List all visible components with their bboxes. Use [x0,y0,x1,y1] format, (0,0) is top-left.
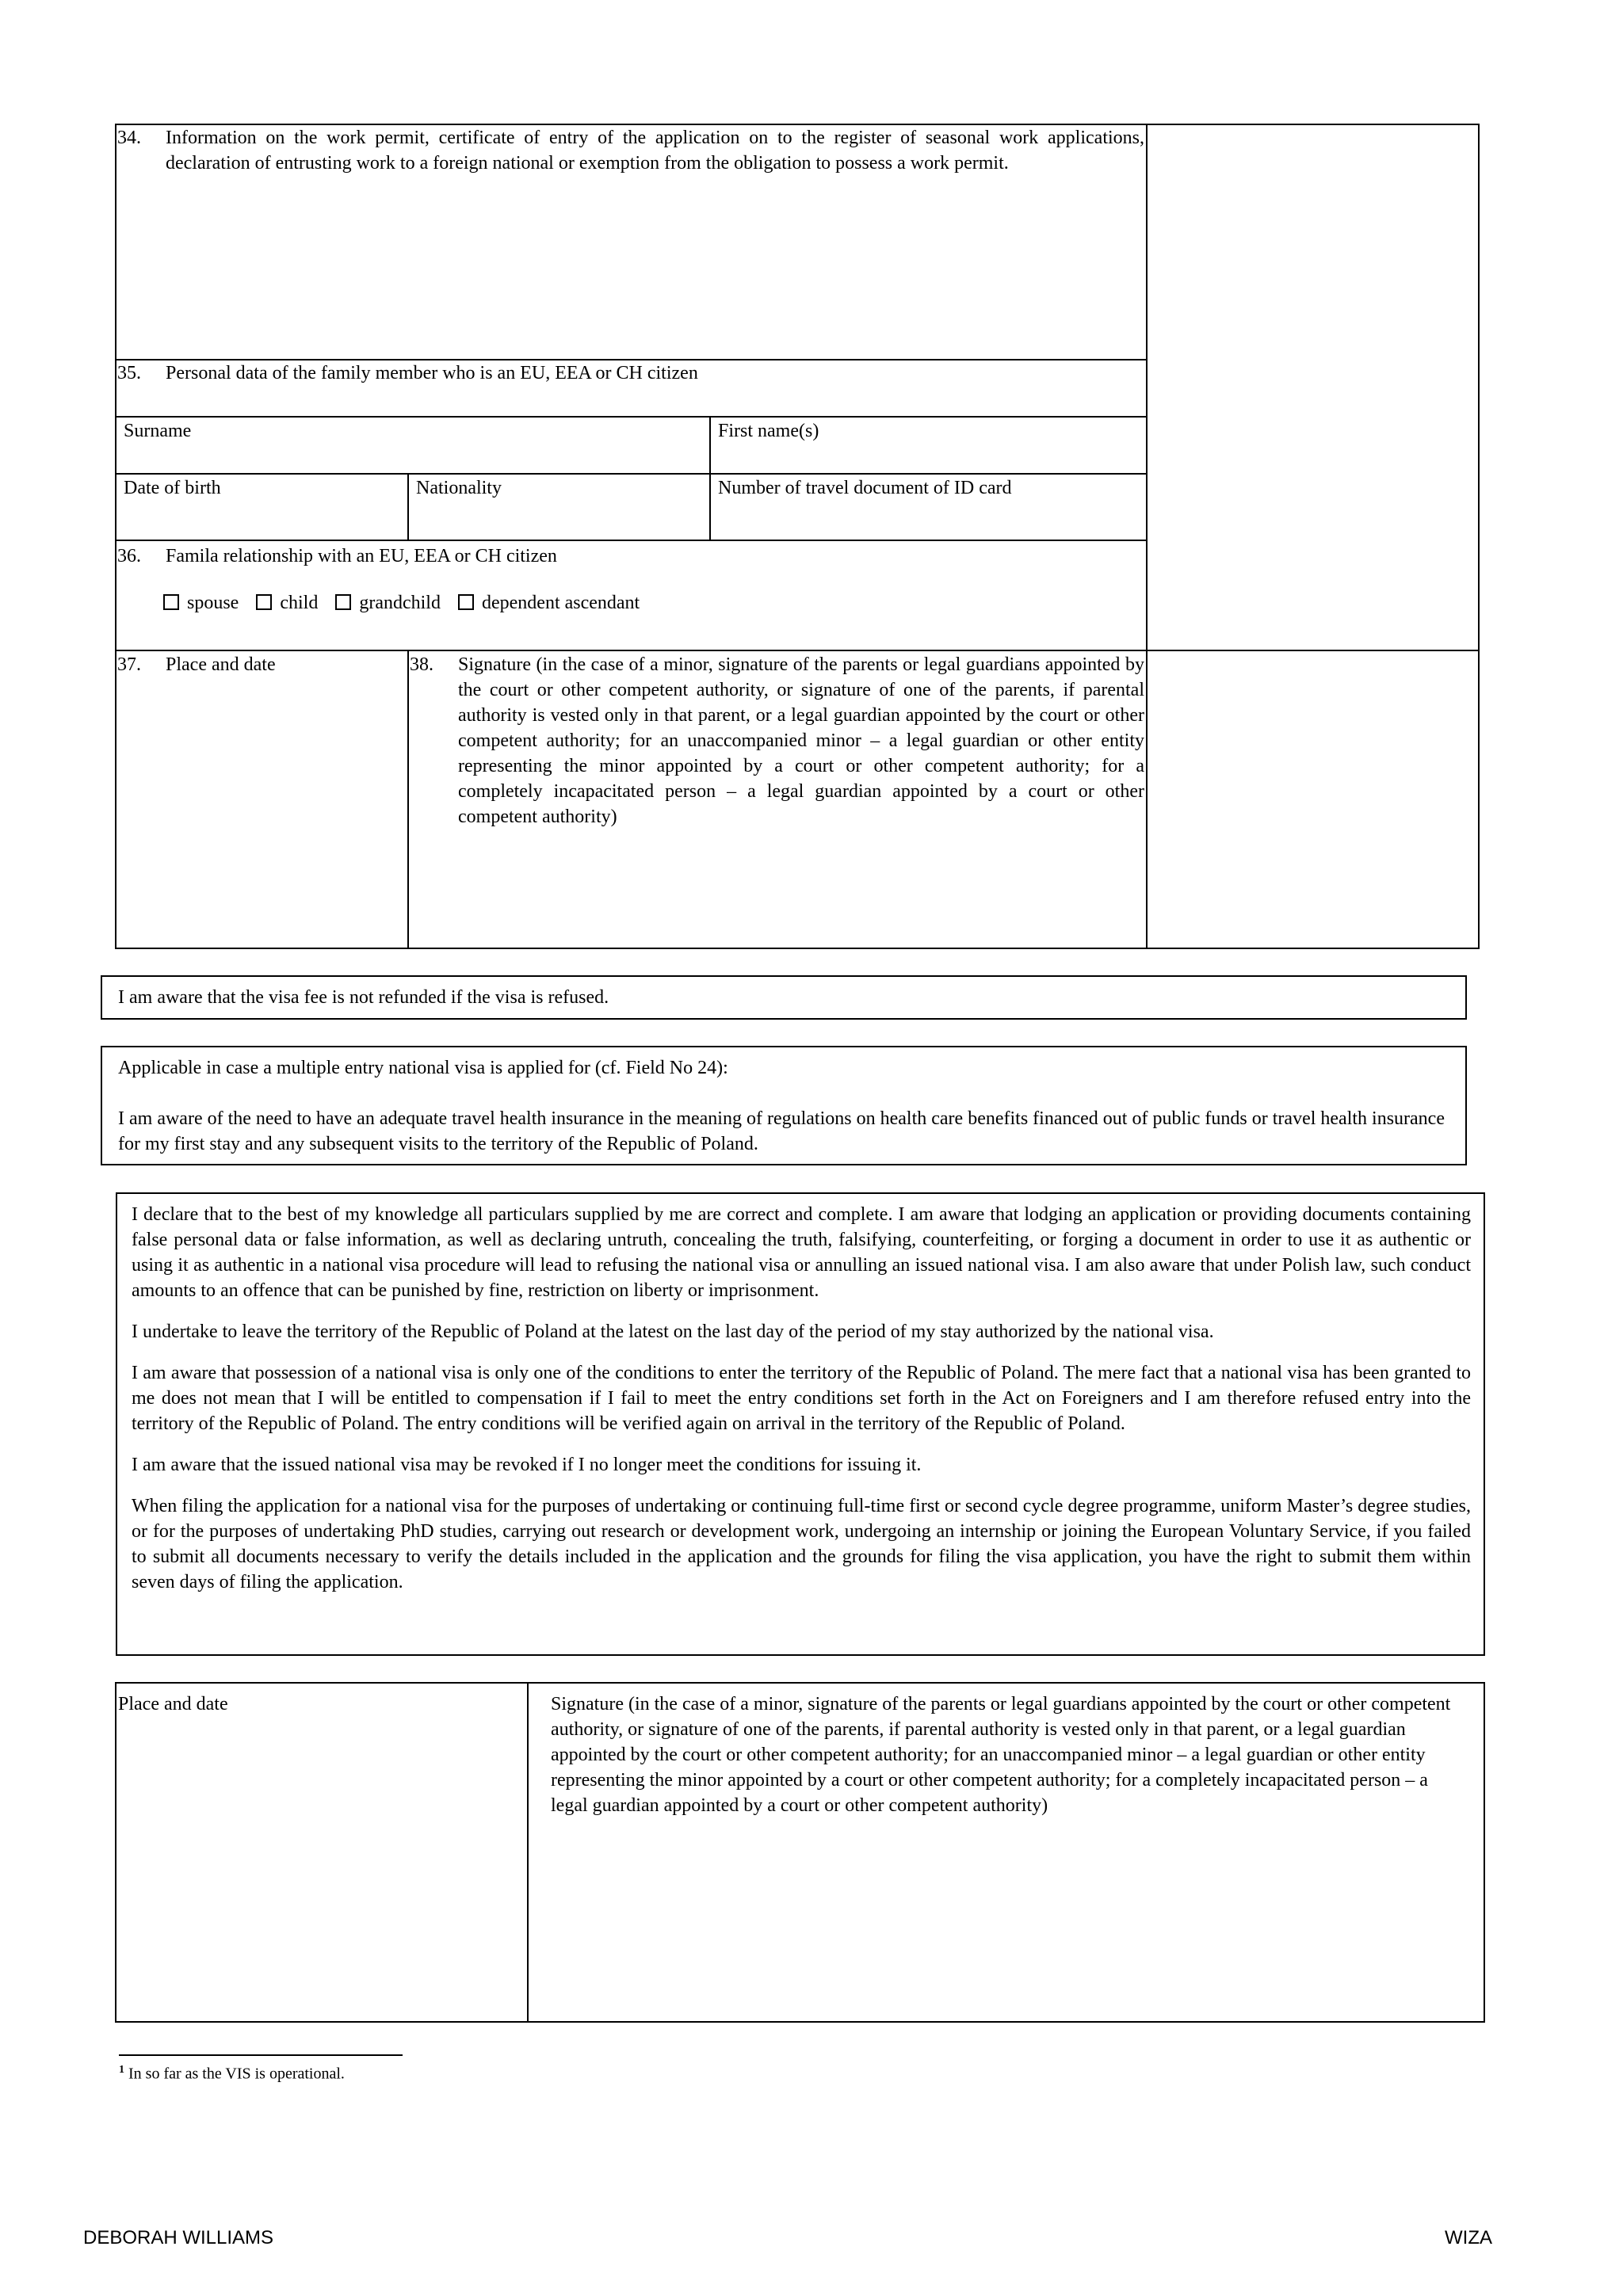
final-place-date-field[interactable] [116,1684,527,2021]
signature-label: Signature (in the case of a minor, signature of the parents or legal guardians appointed by the court or other competent authority, or signature of one of the parents, if parental authority is vested only in that parent, or a legal guardian appointed by the court or other competent authority; for an unaccompanied minor – a legal guardian or other entity representing the minor appointed by a court or other competent authority; for a completely incapacitated person – a legal guardian appointed by a court or other competent authority) [458,654,1144,827]
nationality-field[interactable] [409,475,709,540]
section-38-number: 38. [410,654,433,675]
declaration-box [116,1192,1485,1656]
section-36-number: 36. [117,546,141,566]
travel-document-label: Number of travel document of ID card [718,478,1012,498]
family-member-data-title: Personal data of the family member who is an EU, EEA or CH citizen [166,363,698,383]
fee-notice-box [101,975,1467,1020]
section-34-number: 34. [117,128,141,148]
date-of-birth-field[interactable] [116,475,407,540]
declaration-text [132,1202,1471,1611]
option-dependent-ascendant[interactable] [458,590,640,616]
relationship-options [163,590,657,616]
dependent-ascendant-label: dependent ascendant [481,593,640,613]
declaration-paragraph: I declare that to the best of my knowledge all particulars supplied by me are correct and complete. I am aware that lodging an application or providing documents containing false personal data or false information, as well as declaring untruth, concealing the truth, falsifying, counterfeiting, or forging a document in order to use it as authentic or using it as authentic in a national visa procedure will lead to refusing the national visa or annulling an issued national visa. I am also aware that under Polish law, such conduct amounts to an offence that can be punished by fine, restriction on liberty or imprisonment. [132,1204,1471,1301]
multiple-entry-heading: Applicable in case a multiple entry national visa is applied for (cf. Field No 24): [118,1058,728,1078]
work-permit-field[interactable] [166,206,1140,353]
child-checkbox[interactable] [256,594,272,610]
declaration-paragraph: I am aware that possession of a national visa is only one of the conditions to enter the territory of the Republic of Poland. The mere fact that a national visa has been granted to me does not mean that I will be entitled to compensation if I fail to meet the entry conditions set forth in the Act on Foreigners and I am therefore refused entry into the territory of the Republic of Poland. The entry conditions will be verified again on arrival in the territory of the Republic of Poland. [132,1363,1471,1434]
work-permit-label: Information on the work permit, certificate of entry of the application on to the register of seasonal work applications, declaration of entrusting work to a foreign national or exemption from the obligation to possess a work permit. [166,128,1144,174]
option-grandchild[interactable] [335,590,441,616]
section-35-number: 35. [117,363,141,383]
date-of-birth-label: Date of birth [124,478,221,498]
grandchild-checkbox[interactable] [335,594,351,610]
footer-applicant-name: DEBORAH WILLIAMS [83,2227,274,2248]
multiple-entry-text: I am aware of the need to have an adequate travel health insurance in the meaning of regulations on health care benefits financed out of public funds or travel health insurance for my first stay and any subsequent visits to the territory of the Republic of Poland. [118,1108,1445,1154]
family-relationship-title: Famila relationship with an EU, EEA or CH citizen [166,546,557,566]
first-names-label: First name(s) [718,421,819,441]
grandchild-label: grandchild [359,593,441,613]
nationality-label: Nationality [416,478,502,498]
footnote-marker: 1 [119,2064,124,2076]
multiple-entry-box [101,1046,1467,1165]
declaration-paragraph: I undertake to leave the territory of the Republic of Poland at the latest on the last day of the period of my stay authorized by the national visa. [132,1322,1214,1342]
spouse-label: spouse [187,593,239,613]
first-names-field[interactable] [711,418,1146,473]
footer-document-type: WIZA [1445,2227,1492,2248]
declaration-paragraph: When filing the application for a national visa for the purposes of undertaking or continuing full-time first or second cycle degree programme, uniform Master’s degree studies, or for the purposes of undertaking PhD studies, carrying out research or development work, undergoing an internship or joining the European Voluntary Service, if you failed to submit all documents necessary to verify the details included in the application and the grounds for filing the visa application, you have the right to submit them within seven days of filing the application. [132,1496,1471,1592]
surname-field[interactable] [116,418,709,473]
child-label: child [280,593,319,613]
option-child[interactable] [256,590,318,616]
place-and-date-label: Place and date [166,654,276,675]
option-spouse[interactable] [163,590,239,616]
fee-notice-text: I am aware that the visa fee is not refunded if the visa is refused. [118,987,609,1008]
final-signature-table [115,1682,1485,2023]
spouse-checkbox[interactable] [163,594,179,610]
surname-label: Surname [124,421,192,441]
travel-document-field[interactable] [711,475,1146,540]
footnote-text: In so far as the VIS is operational. [128,2065,345,2083]
declaration-paragraph: I am aware that the issued national visa may be revoked if I no longer meet the conditions for issuing it. [132,1455,922,1475]
section-37-number: 37. [117,654,141,675]
final-place-date-label: Place and date [118,1694,228,1714]
final-signature-field[interactable] [529,1684,1484,2021]
dependent-ascendant-checkbox[interactable] [458,594,474,610]
final-signature-label: Signature (in the case of a minor, signature of the parents or legal guardians appointed by the court or other competent authority, or signature of one of the parents, if parental authority is vested only in that parent, or a legal guardian appointed by the court or other competent authority; for an unaccompanied minor – a legal guardian or other entity representing the minor appointed by a court or other competent authority; for a completely incapacitated person – a legal guardian appointed by a court or other competent authority) [551,1694,1451,1816]
